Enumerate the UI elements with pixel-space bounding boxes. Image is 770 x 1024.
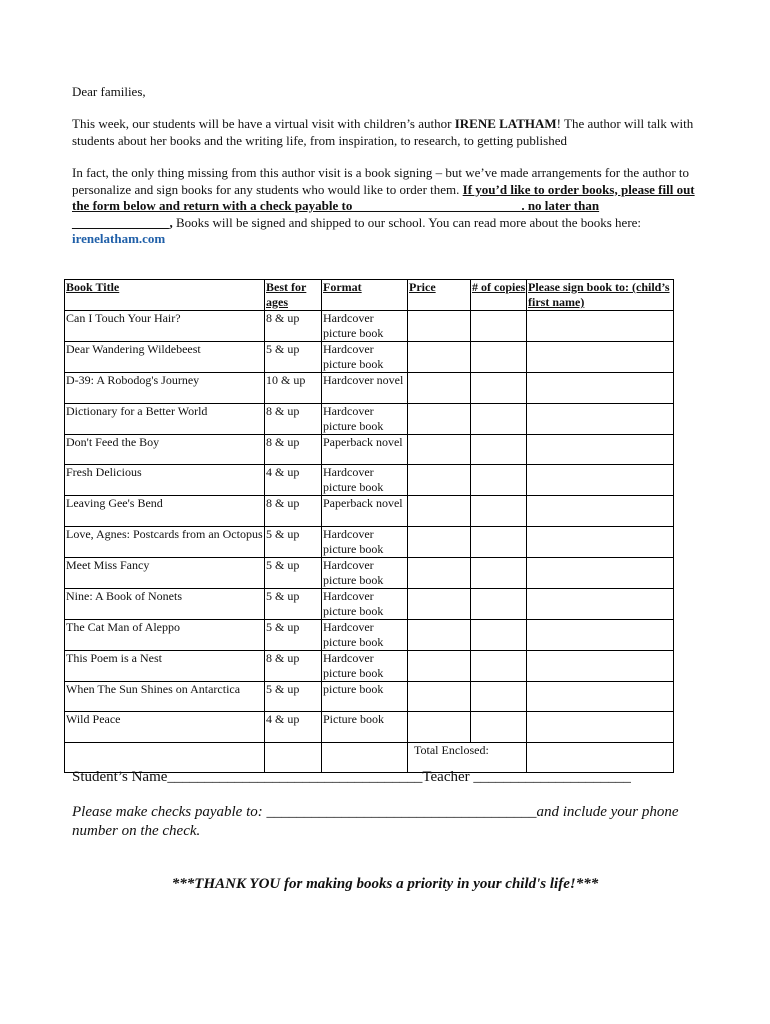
- cell-format: Picture book: [322, 712, 408, 743]
- intro-text-a: This week, our students will be have a virtual visit with children’s author: [72, 116, 455, 131]
- cell-format: Paperback novel: [322, 496, 408, 527]
- table-row: [65, 434, 674, 465]
- table-row: [65, 496, 674, 527]
- cell-book-title: Dictionary for a Better World: [65, 403, 265, 434]
- cell-sign-to[interactable]: [527, 588, 674, 619]
- table-row: [65, 650, 674, 681]
- cell-price[interactable]: [408, 465, 471, 496]
- cell-book-title: Love, Agnes: Postcards from an Octopus: [65, 526, 265, 557]
- cell-ages: 5 & up: [265, 588, 322, 619]
- total-row: [65, 742, 674, 773]
- cell-book-title: When The Sun Shines on Antarctica: [65, 681, 265, 712]
- cell-book-title: Dear Wandering Wildebeest: [65, 342, 265, 373]
- cell-sign-to[interactable]: [527, 712, 674, 743]
- cell-format: Hardcover picture book: [322, 526, 408, 557]
- cell-ages: 8 & up: [265, 311, 322, 342]
- cell-copies[interactable]: [471, 496, 527, 527]
- author-website-link[interactable]: irenelatham.com: [72, 231, 166, 246]
- cell-sign-to[interactable]: [527, 403, 674, 434]
- cell-ages: 5 & up: [265, 342, 322, 373]
- cell-price[interactable]: [408, 403, 471, 434]
- intro-text-b: ! The author will talk with students about her books and the writing life, from inspiration, to research, to getting published: [72, 116, 694, 148]
- cell-copies[interactable]: [471, 681, 527, 712]
- table-row: [65, 681, 674, 712]
- cell-format: Paperback novel: [322, 434, 408, 465]
- cell-format: Hardcover picture book: [322, 465, 408, 496]
- cell-sign-to[interactable]: [527, 496, 674, 527]
- cell-copies[interactable]: [471, 434, 527, 465]
- cell-copies[interactable]: [471, 619, 527, 650]
- cell-book-title: D-39: A Robodog's Journey: [65, 373, 265, 404]
- total-enclosed-field[interactable]: [527, 742, 674, 773]
- table-row: [65, 311, 674, 342]
- cell-format: picture book: [322, 681, 408, 712]
- cell-price[interactable]: [408, 650, 471, 681]
- cell-sign-to[interactable]: [527, 526, 674, 557]
- cell-ages: 4 & up: [265, 465, 322, 496]
- cell-sign-to[interactable]: [527, 557, 674, 588]
- cell-ages: 8 & up: [265, 403, 322, 434]
- header-book-title: Book Title: [65, 280, 265, 311]
- cell-copies[interactable]: [471, 588, 527, 619]
- table-row: [65, 526, 674, 557]
- cell-sign-to[interactable]: [527, 681, 674, 712]
- cell-sign-to[interactable]: [527, 373, 674, 404]
- cell-sign-to[interactable]: [527, 311, 674, 342]
- cell-book-title: Leaving Gee's Bend: [65, 496, 265, 527]
- header-sign-to: Please sign book to: (child’s first name): [527, 280, 674, 311]
- cell-price[interactable]: [408, 373, 471, 404]
- total-blank-format: [322, 742, 408, 773]
- cell-book-title: Nine: A Book of Nonets: [65, 588, 265, 619]
- cell-format: Hardcover picture book: [322, 557, 408, 588]
- header-format: Format: [322, 280, 408, 311]
- cell-sign-to[interactable]: [527, 619, 674, 650]
- cell-copies[interactable]: [471, 650, 527, 681]
- table-row: [65, 588, 674, 619]
- header-price: Price: [408, 280, 471, 311]
- cell-book-title: Can I Touch Your Hair?: [65, 311, 265, 342]
- cell-copies[interactable]: [471, 342, 527, 373]
- cell-copies[interactable]: [471, 403, 527, 434]
- order-text-b: Books will be signed and shipped to our school. You can read more about the books here:: [172, 214, 642, 230]
- cell-copies[interactable]: [471, 557, 527, 588]
- cell-copies[interactable]: [471, 712, 527, 743]
- table-header-row: [65, 280, 674, 311]
- book-order-table: [64, 279, 674, 773]
- cell-book-title: Meet Miss Fancy: [65, 557, 265, 588]
- cell-ages: 5 & up: [265, 681, 322, 712]
- cell-ages: 4 & up: [265, 712, 322, 743]
- cell-copies[interactable]: [471, 311, 527, 342]
- intro-paragraph: [72, 116, 697, 149]
- cell-book-title: The Cat Man of Aleppo: [65, 619, 265, 650]
- table-row: [65, 465, 674, 496]
- check-payable-line[interactable]: Please make checks payable to: ____________________________________and include your phone number on the check.: [72, 804, 679, 839]
- cell-price[interactable]: [408, 434, 471, 465]
- cell-price[interactable]: [408, 681, 471, 712]
- cell-format: Hardcover picture book: [322, 619, 408, 650]
- table-row: [65, 712, 674, 743]
- cell-ages: 8 & up: [265, 496, 322, 527]
- total-blank-ages: [265, 742, 322, 773]
- thank-you-note: ***THANK YOU for making books a priority in your child's life!***: [171, 876, 599, 892]
- cell-ages: 5 & up: [265, 557, 322, 588]
- cell-price[interactable]: [408, 557, 471, 588]
- cell-copies[interactable]: [471, 465, 527, 496]
- cell-price[interactable]: [408, 619, 471, 650]
- cell-copies[interactable]: [471, 373, 527, 404]
- cell-price[interactable]: [408, 311, 471, 342]
- cell-sign-to[interactable]: [527, 465, 674, 496]
- author-name: IRENE LATHAM: [454, 116, 557, 131]
- cell-ages: 5 & up: [265, 526, 322, 557]
- cell-price[interactable]: [408, 526, 471, 557]
- total-blank-title: [65, 742, 265, 773]
- header-ages: Best for ages: [265, 280, 322, 311]
- cell-price[interactable]: [408, 712, 471, 743]
- cell-ages: 5 & up: [265, 619, 322, 650]
- cell-ages: 8 & up: [265, 650, 322, 681]
- cell-format: Hardcover picture book: [322, 403, 408, 434]
- cell-book-title: Wild Peace: [65, 712, 265, 743]
- table-row: [65, 619, 674, 650]
- cell-format: Hardcover picture book: [322, 342, 408, 373]
- cell-format: Hardcover picture book: [322, 311, 408, 342]
- table-row: [65, 373, 674, 404]
- cell-sign-to[interactable]: [527, 342, 674, 373]
- table-row: [65, 557, 674, 588]
- cell-copies[interactable]: [471, 526, 527, 557]
- student-teacher-line[interactable]: Student’s Name__________________________________Teacher _____________________: [72, 769, 631, 785]
- table-row: [65, 403, 674, 434]
- cell-price[interactable]: [408, 588, 471, 619]
- cell-format: Hardcover picture book: [322, 588, 408, 619]
- cell-format: Hardcover novel: [322, 373, 408, 404]
- cell-ages: 10 & up: [265, 373, 322, 404]
- cell-book-title: Don't Feed the Boy: [65, 434, 265, 465]
- cell-book-title: This Poem is a Nest: [65, 650, 265, 681]
- header-copies: # of copies: [471, 280, 527, 311]
- cell-sign-to[interactable]: [527, 434, 674, 465]
- cell-ages: 8 & up: [265, 434, 322, 465]
- cell-format: Hardcover picture book: [322, 650, 408, 681]
- cell-book-title: Fresh Delicious: [65, 465, 265, 496]
- cell-sign-to[interactable]: [527, 650, 674, 681]
- table-row: [65, 342, 674, 373]
- order-paragraph: [72, 165, 697, 248]
- cell-price[interactable]: [408, 496, 471, 527]
- greeting: Dear families,: [72, 84, 146, 99]
- total-enclosed-label: Total Enclosed:: [408, 742, 527, 773]
- cell-price[interactable]: [408, 342, 471, 373]
- order-instructions: If you’d like to order books, please fill out the form below and return with a check payable to ____________________ _____. no later than _______________,: [72, 181, 695, 230]
- order-text-a: In fact, the only thing missing from this author visit is a book signing – but we’ve made arrangements for the author to personalize and sign books for any students who would like to order them.: [72, 165, 690, 197]
